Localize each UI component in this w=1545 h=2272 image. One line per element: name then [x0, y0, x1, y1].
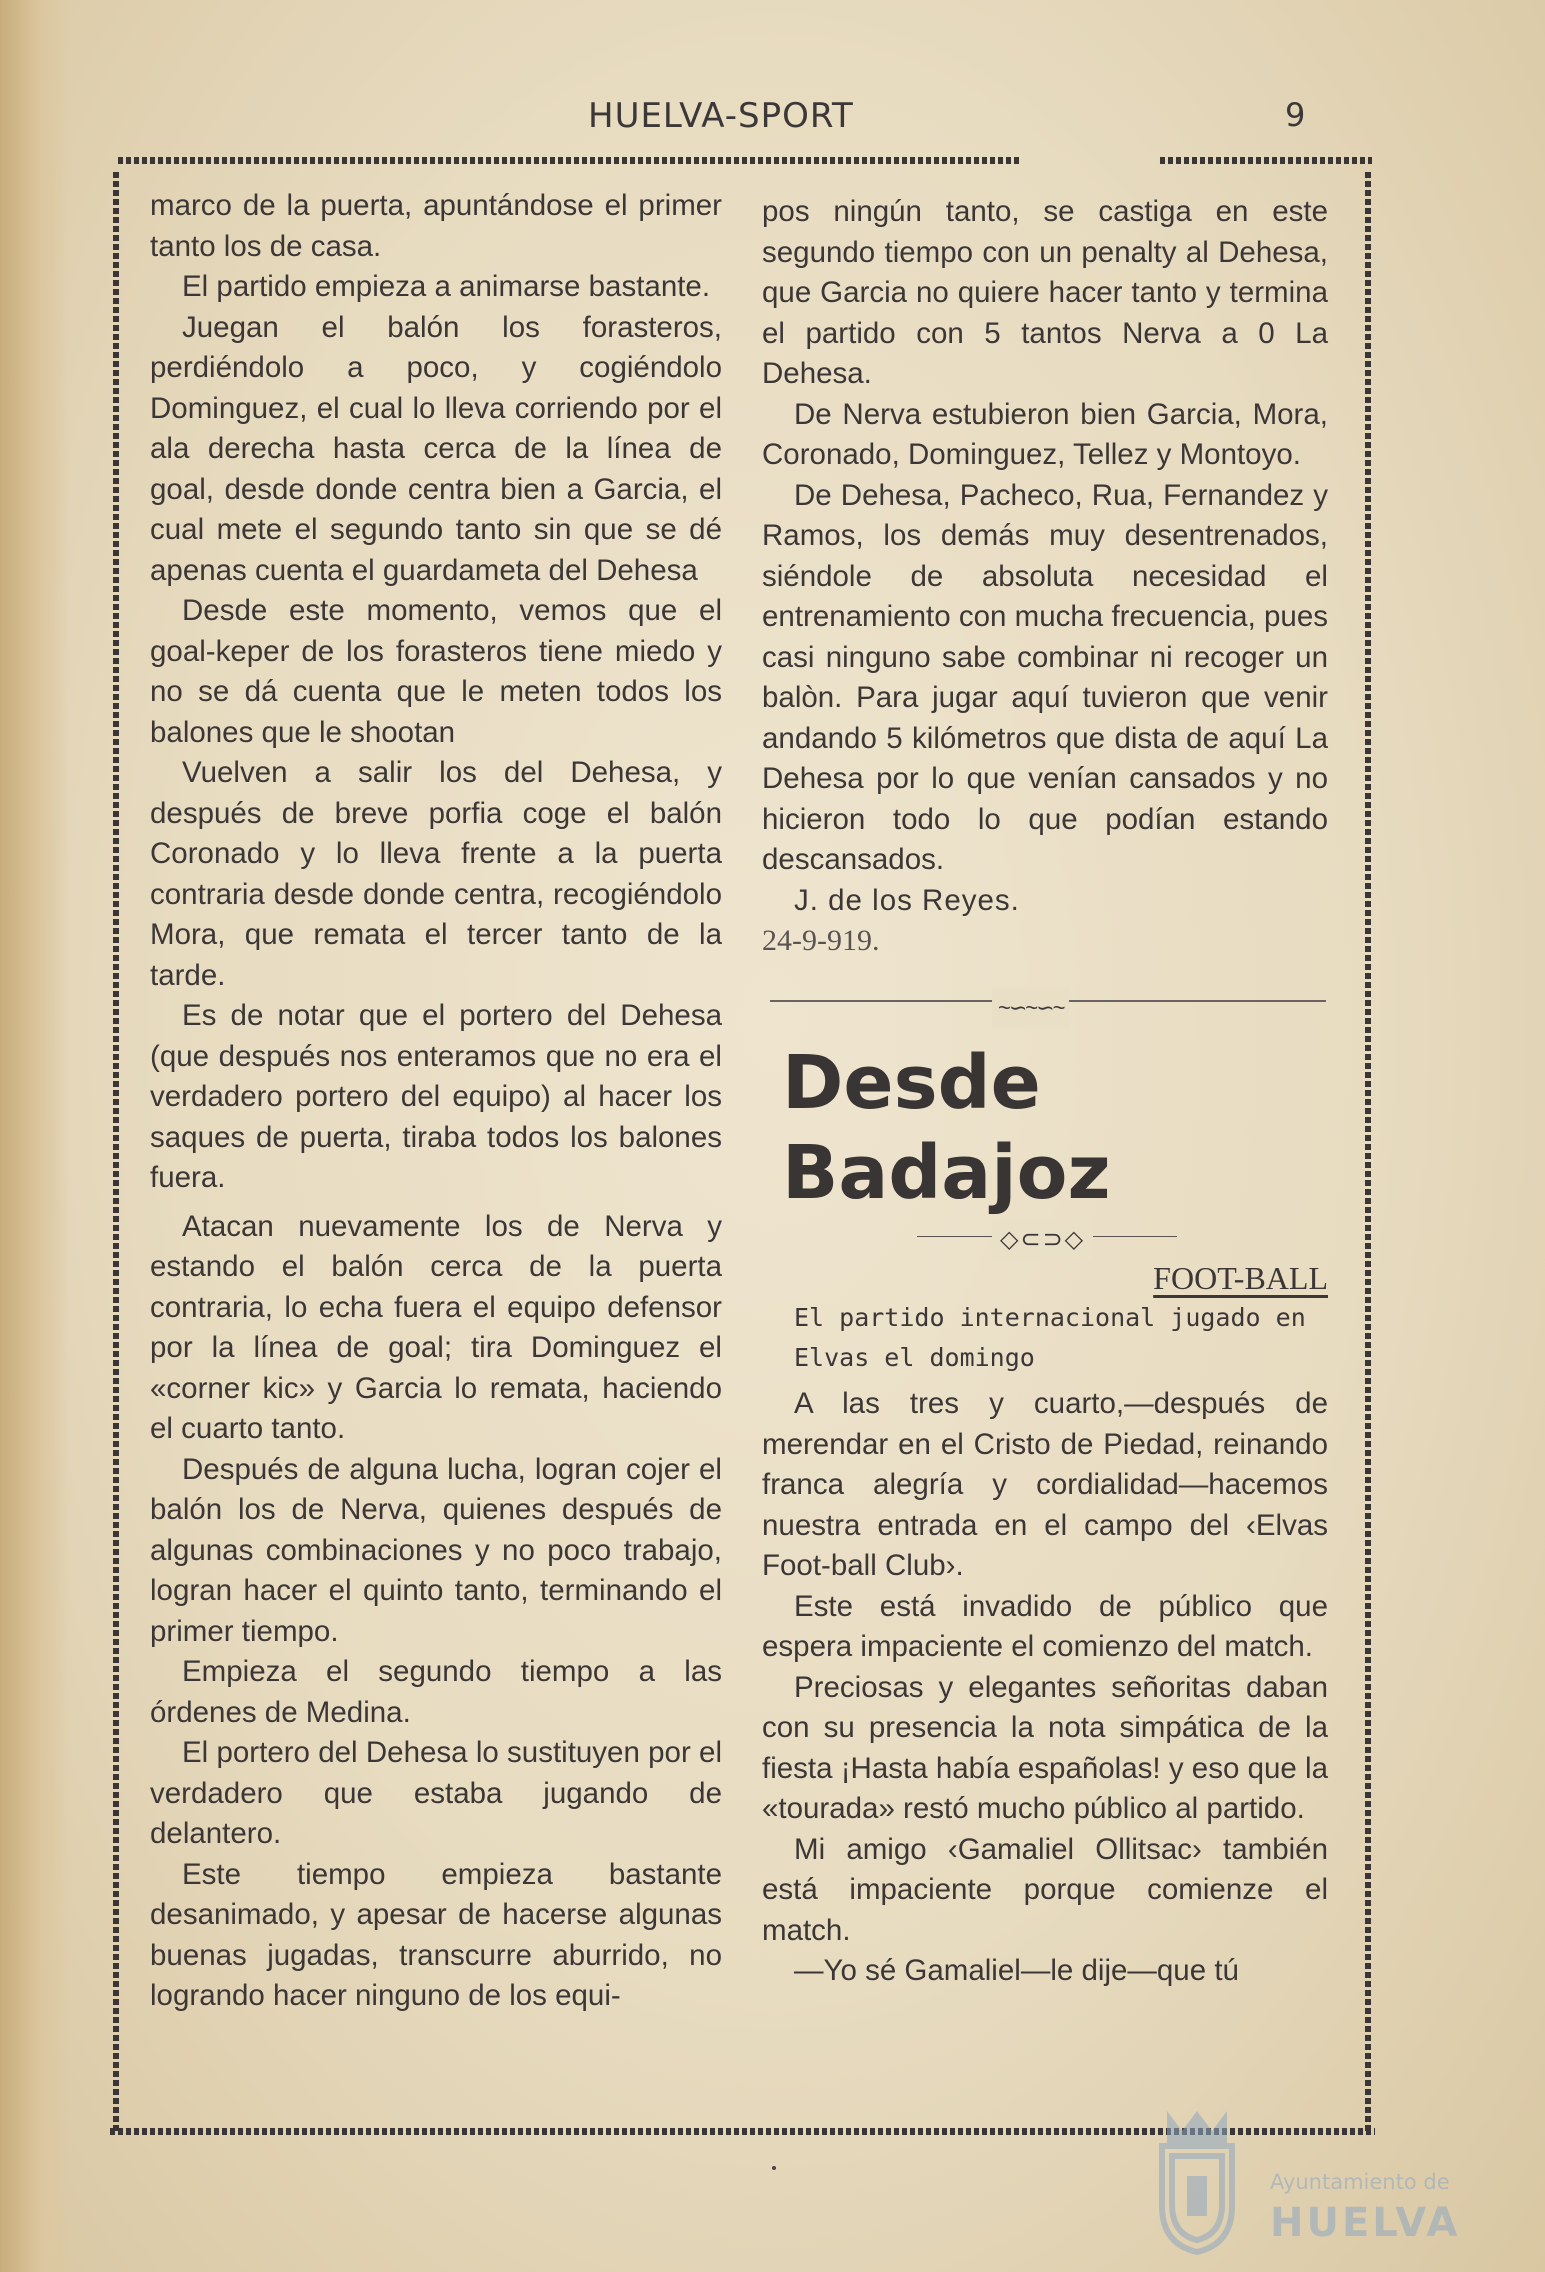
paragraph: A las tres y cuarto,—después de merendar en el Cristo de Piedad, reinando franca alegría y cordialidad—hacemos nuestra entrada en el campo del ‹Elvas Foot-ball Club›.: [762, 1387, 1328, 1582]
watermark-line-2: HUELVA: [1270, 2200, 1461, 2246]
paragraph: pos ningún tanto, se castiga en este segundo tiempo con un penalty al Dehesa, que Garcia no quiere hacer tanto y termina el partido con 5 tantos Nerva a 0 La Dehesa.: [762, 195, 1328, 390]
paragraph: El portero del Dehesa lo sustituyen por el verdadero que estaba jugando de delantero.: [150, 1736, 722, 1850]
paragraph: Juegan el balón los forasteros, perdiéndolo a poco, y cogiéndolo Dominguez, el cual lo lleva corriendo por el ala derecha hasta cerca de la línea de goal, desde donde centra bien a Garcia, el cual mete el segundo tanto sin que se dé apenas cuenta el guardameta del Dehesa: [150, 310, 722, 587]
paragraph: Desde este momento, vemos que el goal-keper de los forasteros tiene miedo y no se dá cuenta que le meten todos los balones que le shootan: [150, 594, 722, 749]
subsection-label: FOOT-BALL: [1153, 1259, 1328, 1296]
paragraph: —Yo sé Gamaliel—le dije—que tú: [794, 1954, 1239, 1987]
left-border-rule: [113, 172, 119, 2132]
paragraph: Este está invadido de público que espera impaciente el comienzo del match.: [762, 1589, 1328, 1663]
paragraph: Atacan nuevamente los de Nerva y estando el balón cerca de la puerta contraria, lo echa fuera el equipo defensor por la línea de goal; tira Dominguez el «corner kic» y Garcia lo remata, haciendo el cuarto tanto.: [150, 1209, 722, 1445]
top-border-rule-right: [1160, 157, 1372, 164]
paragraph: El partido empieza a animarse bastante.: [182, 270, 711, 303]
paragraph: Preciosas y elegantes señoritas daban con su presencia la nota simpática de la fiesta ¡Hasta había españolas! y eso que la «tourada» restó mucho público al partido.: [762, 1670, 1328, 1825]
article-headline: El partido internacional jugado en Elvas el domingo: [794, 1303, 1306, 1372]
page-number: 9: [1285, 96, 1306, 134]
right-column: [762, 192, 1328, 1992]
paragraph: Este tiempo empieza bastante desanimado, y apesar de hacerse algunas buenas jugadas, transcurre aburrido, no logrando hacer ninguno de los equi-: [150, 1857, 722, 2012]
paragraph: marco de la puerta, apuntándose el primer tanto los de casa.: [150, 189, 722, 263]
paragraph: Empieza el segundo tiempo a las órdenes de Medina.: [150, 1655, 722, 1729]
paragraph: Vuelven a salir los del Dehesa, y después de breve porfia coge el balón Coronado y lo lleva frente a la puerta contraria desde donde centra, recogiéndolo Mora, que remata el tercer tanto de la tarde.: [150, 756, 722, 992]
paragraph: Es de notar que el portero del Dehesa (que después nos enteramos que no era el verdadero portero del equipo) al hacer los saques de puerta, tiraba todos los balones fuera.: [150, 999, 722, 1194]
page-header: [0, 96, 1545, 146]
paragraph: De Dehesa, Pacheco, Rua, Fernandez y Ramos, los demás muy desentrenados, siéndole de absoluta necesidad el entrenamiento con mucha frecuencia, pues casi ninguno sabe combinar ni recoger un balòn. Para jugar aquí tuvieron que venir andando 5 kilómetros que dista de aquí La Dehesa por lo que venían cansados y no hicieron todo lo que podían estando descansados.: [762, 478, 1328, 876]
top-border-rule: [118, 157, 1020, 164]
author-signature: J. de los Reyes.: [794, 883, 1020, 917]
page-spine-shadow: [0, 0, 70, 2272]
title-ornament: [762, 1218, 1328, 1258]
left-column: [150, 186, 722, 2017]
paragraph: Después de alguna lucha, logran cojer el balón los de Nerva, quienes después de algunas combinaciones y no poco trabajo, logran hacer el quinto tanto, terminando el primer tiempo.: [150, 1452, 722, 1648]
right-border-rule: [1365, 172, 1371, 2132]
coat-of-arms-icon: [1142, 2106, 1252, 2256]
ink-speck: [772, 2166, 776, 2170]
article-date: 24-9-919.: [762, 924, 880, 957]
archive-watermark: [1142, 2106, 1460, 2256]
watermark-line-1: Ayuntamiento de: [1270, 2170, 1450, 2194]
flourish-icon: ~∽~∽~: [992, 988, 1069, 1029]
paragraph: Mi amigo ‹Gamaliel Ollitsac› también está impaciente porque comienze el match.: [762, 1832, 1328, 1947]
section-divider: [762, 980, 1328, 1020]
publication-title: HUELVA-SPORT: [588, 96, 854, 136]
diamond-ornament-icon: ◇⊂⊃◇: [992, 1220, 1093, 1261]
section-title: Desde Badajoz: [782, 1039, 1111, 1216]
paragraph: De Nerva estubieron bien Garcia, Mora, Coronado, Dominguez, Tellez y Montoyo.: [762, 397, 1328, 471]
